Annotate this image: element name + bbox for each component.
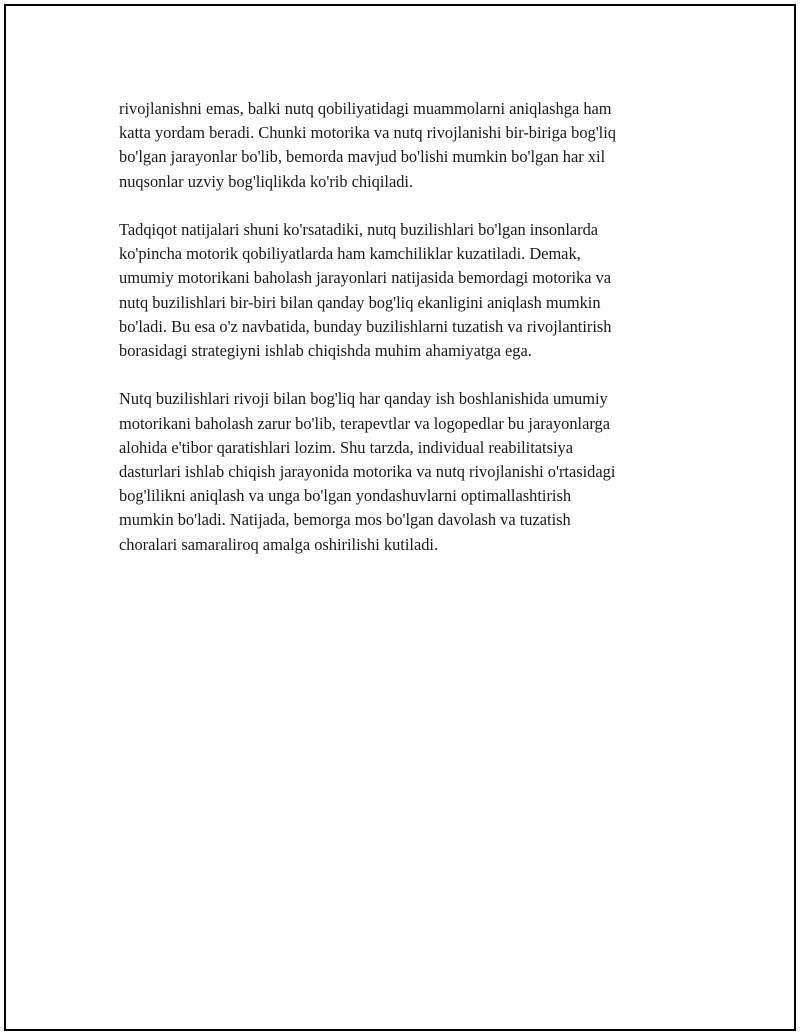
text-line: bo'ladi. Bu esa o'z navbatida, bunday buzilishlarni tuzatish va rivojlantirish [119, 316, 612, 336]
text-line: choralari samaraliroq amalga oshirilishi kutiladi. [119, 534, 439, 554]
text-line: Tadqiqot natijalari shuni ko'rsatadiki, nutq buzilishlari bo'lgan insonlarda [119, 220, 599, 239]
text-line: nutq buzilishlari bir-biri bilan qanday bog'liq ekanligini aniqlash mumkin [119, 292, 601, 312]
document-body [119, 97, 679, 581]
text-line: alohida e'tibor qaratishlari lozim. Shu tarzda, individual reabilitatsiya [119, 437, 574, 457]
document-page [4, 4, 796, 1031]
text-line: Nutq buzilishlari rivoji bilan bog'liq har qanday ish boshlanishida umumiy [119, 389, 608, 409]
text-line: bog'lilikni aniqlash va unga bo'lgan yondashuvlarni optimallashtirish [119, 486, 572, 506]
text-line: rivojlanishni emas, balki nutq qobiliyatidagi muammolarni aniqlashga ham [119, 99, 612, 118]
paragraph-3 [119, 387, 679, 556]
text-line: umumiy motorikani baholash jarayonlari natijasida bemordagi motorika va [119, 268, 612, 288]
text-line: motorikani baholash zarur bo'lib, terapevtlar va logopedlar bu jarayonlarga [119, 413, 611, 433]
text-line: borasidagi strategiyni ishlab chiqishda muhim ahamiyatga ega. [119, 341, 532, 361]
text-line: nuqsonlar uzviy bog'liqlikda ko'rib chiqiladi. [119, 171, 414, 191]
paragraph-2 [119, 218, 679, 363]
text-line: bo'lgan jarayonlar bo'lib, bemorda mavjud bo'lishi mumkin bo'lgan har xil [119, 147, 606, 167]
text-line: ko'pincha motorik qobiliyatlarda ham kamchiliklar kuzatiladi. Demak, [119, 244, 581, 264]
text-line: katta yordam beradi. Chunki motorika va nutq rivojlanishi bir-biriga bog'liq [119, 123, 616, 143]
paragraph-1 [119, 97, 679, 194]
text-line: mumkin bo'ladi. Natijada, bemorga mos bo'lgan davolash va tuzatish [119, 510, 571, 530]
text-line: dasturlari ishlab chiqish jarayonida motorika va nutq rivojlanishi o'rtasidagi [119, 462, 616, 482]
